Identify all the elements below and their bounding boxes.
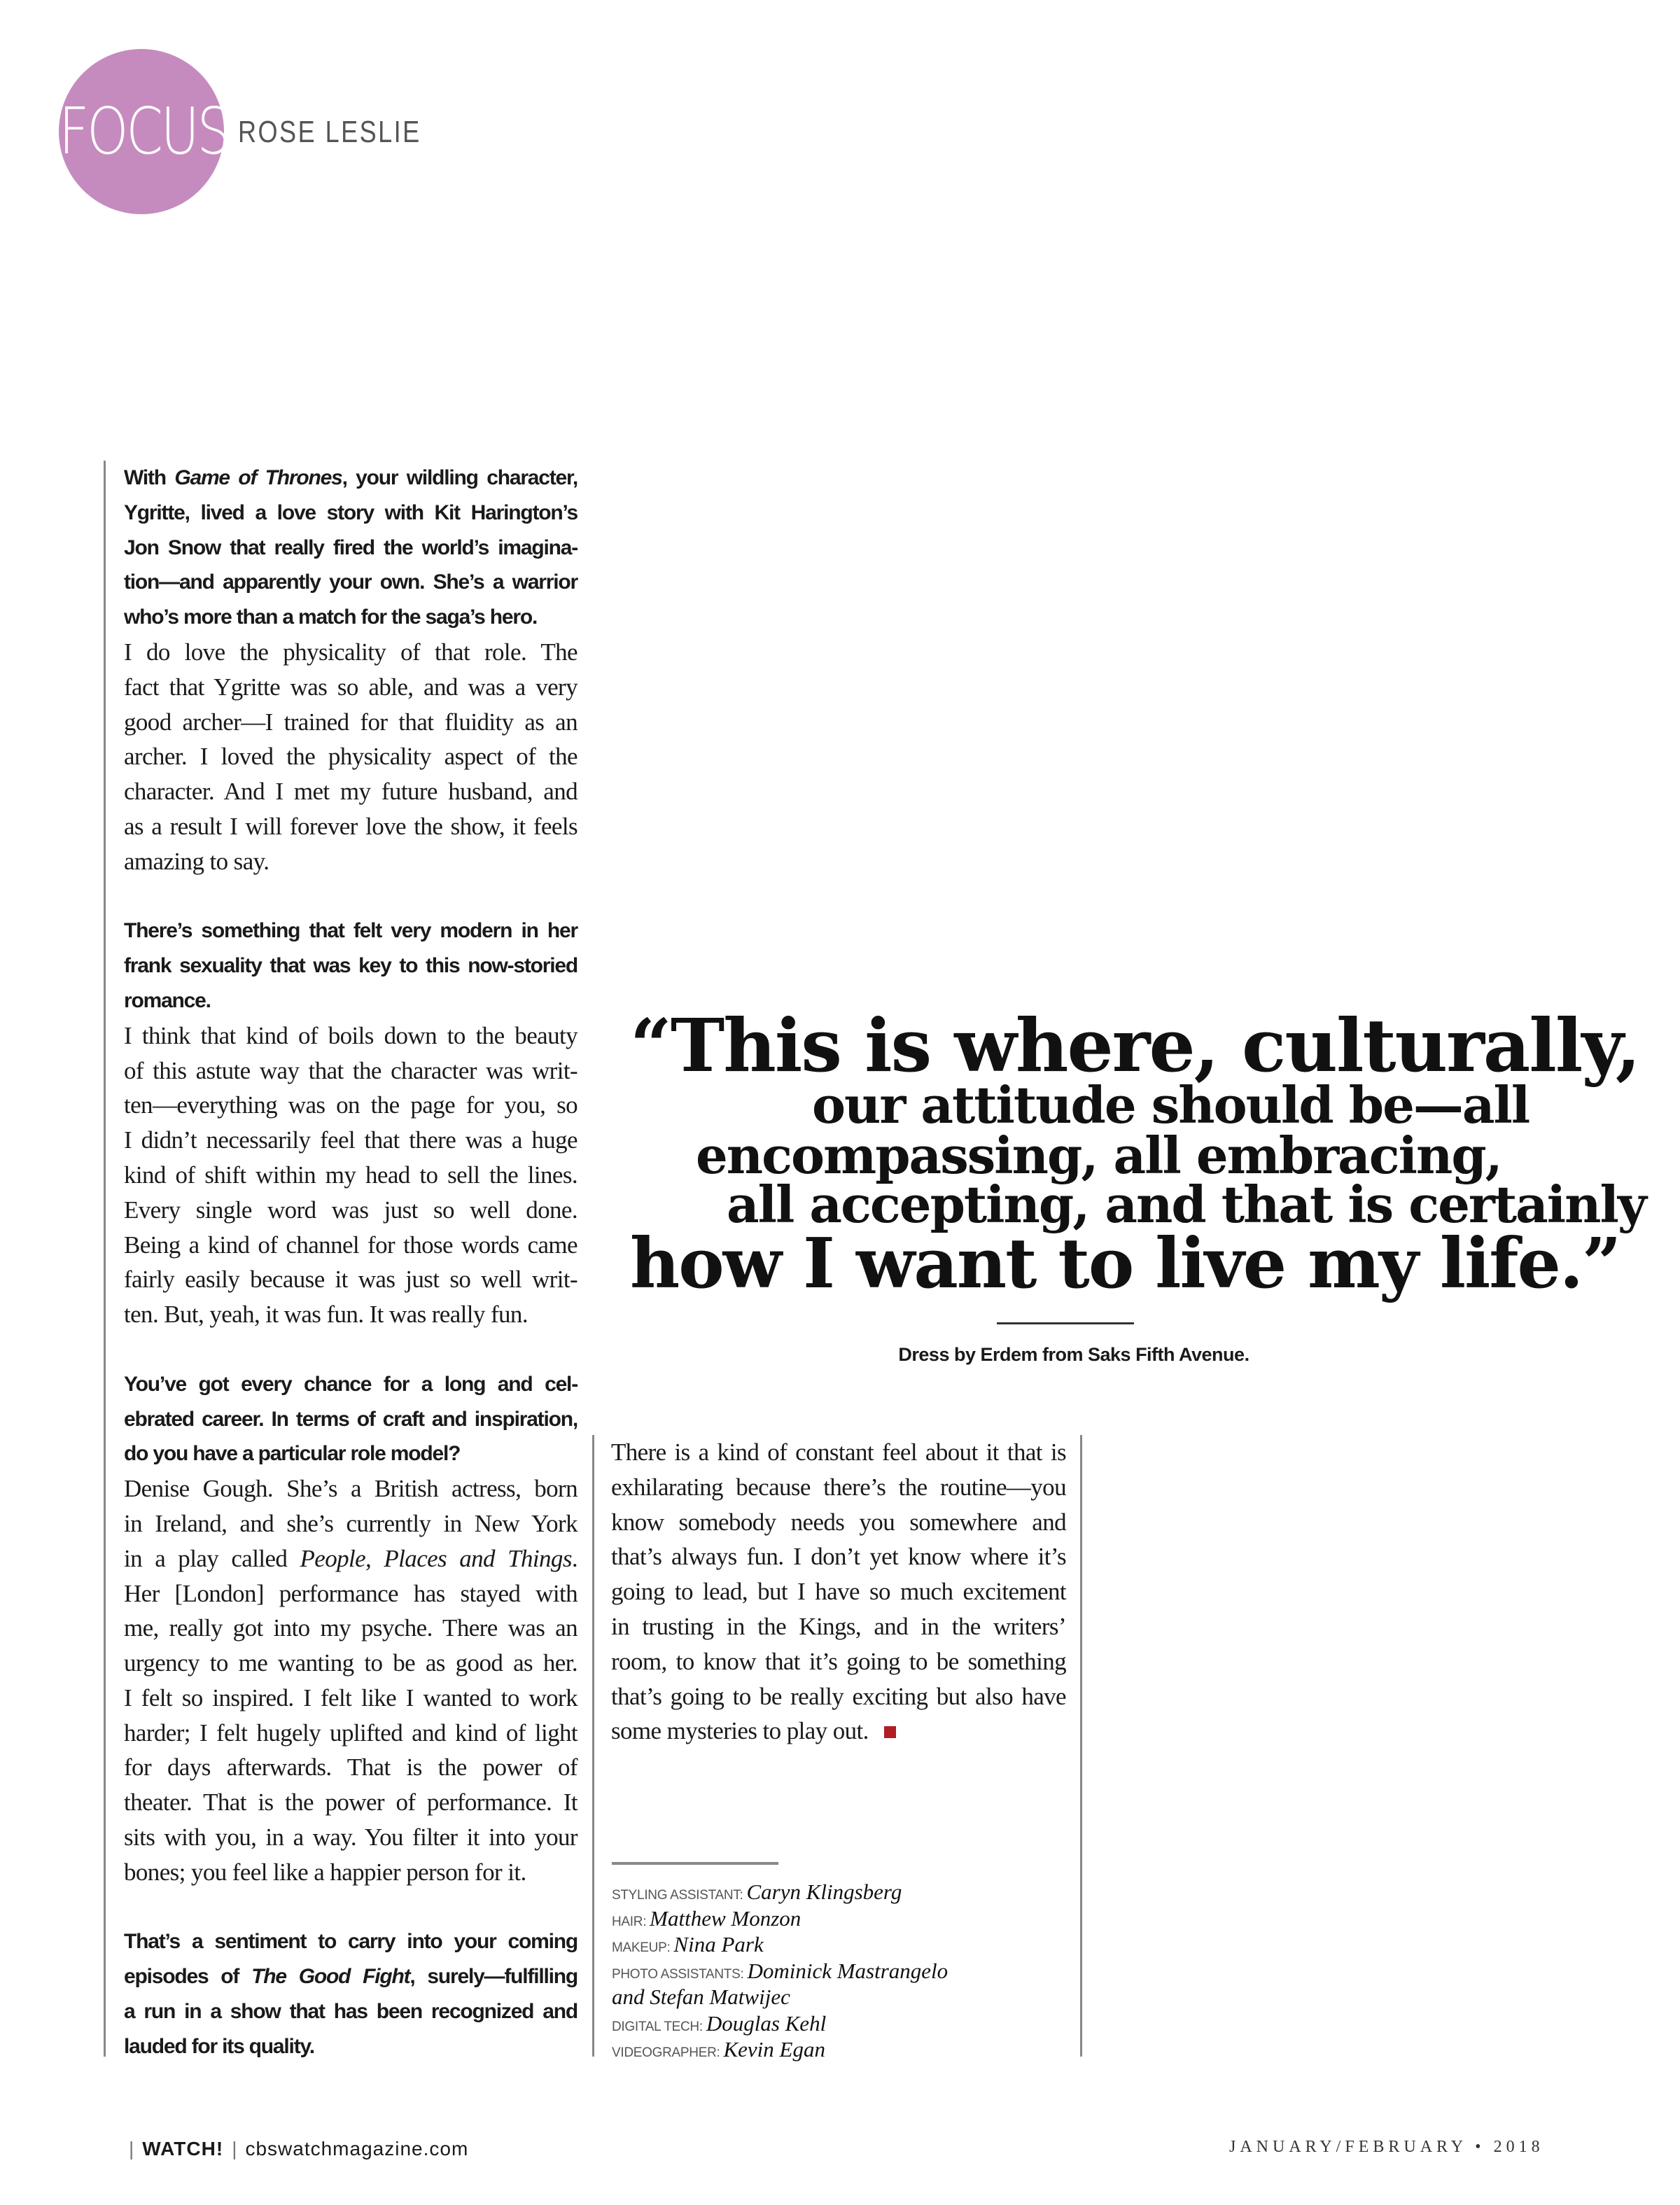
text-line: Every single word was just so well done. — [124, 1196, 578, 1224]
text-line: Her [London] performance has stayed with — [124, 1579, 578, 1607]
paragraph-spacer — [124, 1890, 574, 1925]
text-line: I didn’t necessarily feel that there was a huge — [124, 1126, 578, 1154]
paragraph-spacer — [124, 1332, 574, 1367]
text-line: Jon Snow that really fired the world’s imagina- — [124, 536, 578, 559]
pull-quote-line: our attitude should be—all — [812, 1075, 1530, 1135]
text-line: lauded for its quality. — [124, 2034, 314, 2058]
credit-line — [612, 1958, 948, 1984]
text-line: theater. That is the power of performance. It — [124, 1788, 578, 1816]
text-line: bones; you feel like a happier person for it. — [124, 1858, 526, 1886]
text-span: With — [124, 466, 175, 489]
credit-role: PHOTO ASSISTANTS: — [612, 1966, 748, 1982]
text-line: a run in a show that has been recognized and — [124, 2000, 578, 2024]
quote-divider — [997, 1322, 1134, 1324]
credit-role: STYLING ASSISTANT: — [612, 1888, 747, 1903]
end-mark-icon — [884, 1726, 896, 1738]
text-line: ten—everything was on the page for you, so — [124, 1091, 578, 1119]
text-line: as a result I will forever love the show, it feels — [124, 812, 578, 840]
interview-answer — [124, 1018, 578, 1332]
text-line: sits with you, in a way. You filter it into your — [124, 1823, 578, 1851]
text-line: kind of shift within my head to sell the lines. — [124, 1161, 578, 1189]
text-line: exhilarating because there’s the routine—you — [611, 1473, 1066, 1501]
credit-line — [612, 1931, 948, 1958]
credit-role: HAIR: — [612, 1914, 650, 1929]
text-line: urgency to me wanting to be as good as her. — [124, 1649, 578, 1677]
text-line: some mysteries to play out. — [611, 1714, 1066, 1749]
credit-line — [612, 1984, 948, 2010]
text-line: in Ireland, and she’s currently in New York — [124, 1509, 578, 1537]
focus-badge-label: FOCUS — [59, 94, 229, 169]
credit-name: Caryn Klingsberg — [746, 1879, 902, 1904]
title-italic: The Good Fight — [251, 1965, 410, 1989]
text-line: ten. But, yeah, it was fun. It was really fun. — [124, 1301, 528, 1329]
text-line: Being a kind of channel for those words came — [124, 1231, 578, 1259]
issue-date: JANUARY/FEBRUARY • 2018 — [1229, 2138, 1544, 2156]
interview-question — [124, 1924, 578, 2064]
text-line: There is a kind of constant feel about it that is — [611, 1438, 1066, 1466]
photo-caption: Dress by Erdem from Saks Fifth Avenue. — [898, 1344, 1250, 1365]
interview-answer — [124, 1471, 578, 1890]
text-line: do you have a particular role model? — [124, 1442, 461, 1466]
magazine-url[interactable]: cbswatchmagazine.com — [245, 2138, 469, 2160]
text-line: good archer—I trained for that fluidity as an — [124, 708, 578, 736]
text-line: frank sexuality that was key to this now-storied — [124, 954, 578, 978]
credit-line — [612, 1905, 948, 1932]
credit-line — [612, 2036, 948, 2063]
interview-question — [124, 461, 578, 635]
text-line: me, really got into my psyche. There was an — [124, 1614, 578, 1642]
interview-answer — [611, 1435, 1080, 1749]
credit-name: Nina Park — [673, 1932, 764, 1956]
text-span: episodes of — [124, 1965, 252, 1989]
text-line: know somebody needs you somewhere and — [611, 1508, 1066, 1536]
text-span: . — [571, 1544, 578, 1572]
section-title: ROSE LESLIE — [238, 115, 421, 149]
pull-quote-line: “This is where, culturally, — [630, 1002, 1640, 1088]
text-line: fact that Ygritte was so able, and was a very — [124, 673, 578, 701]
footer-separator: | — [232, 2138, 237, 2160]
title-italic: People, Places and Things — [300, 1544, 572, 1572]
credit-name: Kevin Egan — [723, 2037, 825, 2062]
text-line — [124, 461, 578, 496]
credit-name: Matthew Monzon — [650, 1905, 802, 1931]
text-line: That’s a sentiment to carry into your coming — [124, 1930, 578, 1954]
credit-role: DIGITAL TECH: — [612, 2019, 706, 2034]
credit-name: Dominick Mastrangelo — [747, 1958, 948, 1983]
paragraph-spacer — [124, 879, 574, 914]
photo-credits — [612, 1879, 948, 2063]
text-line: I think that kind of boils down to the beauty — [124, 1021, 578, 1049]
title-italic: Game of Thrones — [174, 466, 342, 489]
text-line: room, to know that it’s going to be something — [611, 1647, 1066, 1675]
credit-role: VIDEOGRAPHER: — [612, 2045, 724, 2060]
interview-column-left — [104, 461, 578, 2058]
text-line: who’s more than a match for the saga’s hero. — [124, 606, 538, 629]
text-line: Ygritte, lived a love story with Kit Harington’s — [124, 500, 578, 524]
text-line: that’s going to be really exciting but also have — [611, 1682, 1066, 1710]
text-line: fairly easily because it was just so well writ- — [124, 1266, 578, 1294]
credit-role: MAKEUP: — [612, 1940, 674, 1955]
text-line: Denise Gough. She’s a British actress, born — [124, 1475, 578, 1503]
text-line: There’s something that felt very modern in her — [124, 919, 578, 943]
text-line: going to lead, but I have so much excitement — [611, 1578, 1066, 1606]
text-line: in trusting in the Kings, and in the writers’ — [611, 1612, 1066, 1640]
footer-brand — [120, 2136, 468, 2162]
text-line: I do love the physicality of that role. The — [124, 638, 578, 666]
text-line: for days afterwards. That is the power of — [124, 1754, 578, 1782]
credit-name: and Stefan Matwijec — [612, 1984, 790, 2009]
interview-question — [124, 913, 578, 1018]
text-line: that’s always fun. I don’t yet know where it’s — [611, 1543, 1066, 1571]
credit-line — [612, 2010, 948, 2037]
credits-divider — [612, 1862, 778, 1865]
text-line: tion—and apparently your own. She’s a warrior — [124, 570, 578, 594]
text-line: amazing to say. — [124, 847, 270, 875]
text-span: , surely—fulfilling — [410, 1965, 578, 1989]
text-line: romance. — [124, 988, 211, 1012]
magazine-name: WATCH! — [142, 2138, 224, 2160]
pull-quote-line: how I want to live my life.” — [630, 1224, 1620, 1304]
text-line: archer. I loved the physicality aspect of the — [124, 743, 578, 771]
interview-answer — [124, 635, 578, 879]
interview-question — [124, 1367, 578, 1471]
text-line — [124, 1959, 578, 1994]
text-line: I felt so inspired. I felt like I wanted to work — [124, 1684, 578, 1712]
pull-quote-line: all accepting, and that is certainly — [727, 1175, 1646, 1234]
text-line: You’ve got every chance for a long and cel- — [124, 1372, 578, 1396]
text-line: character. And I met my future husband, and — [124, 778, 578, 806]
text-line: of this astute way that the character was writ- — [124, 1056, 578, 1084]
credit-name: Douglas Kehl — [706, 2010, 827, 2036]
text-line: harder; I felt hugely uplifted and kind of light — [124, 1718, 578, 1746]
credit-line — [612, 1879, 948, 1905]
footer-separator: | — [129, 2138, 134, 2160]
pull-quote-line: encompassing, all embracing, — [696, 1126, 1502, 1185]
text-line: ebrated career. In terms of craft and inspiration, — [124, 1407, 578, 1431]
text-line — [124, 1541, 578, 1576]
text-span: , your wildling character, — [342, 466, 578, 489]
text-span: in a play called — [124, 1544, 300, 1572]
